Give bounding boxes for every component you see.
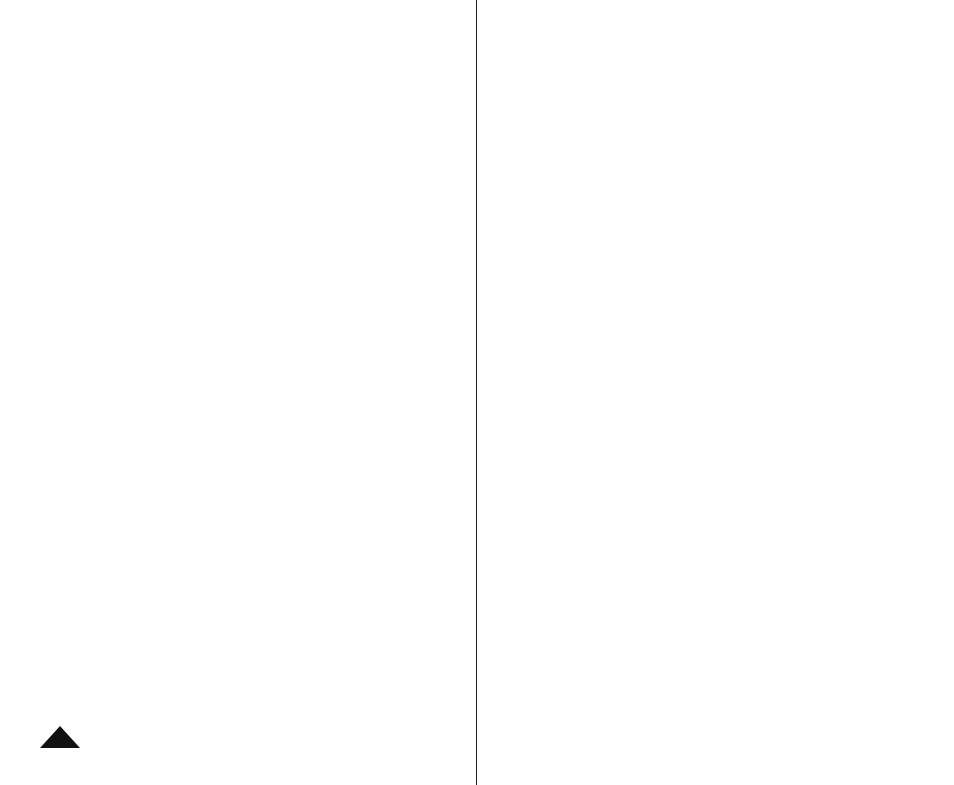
column-espanol [477, 0, 954, 785]
page-number-badge [40, 726, 80, 748]
